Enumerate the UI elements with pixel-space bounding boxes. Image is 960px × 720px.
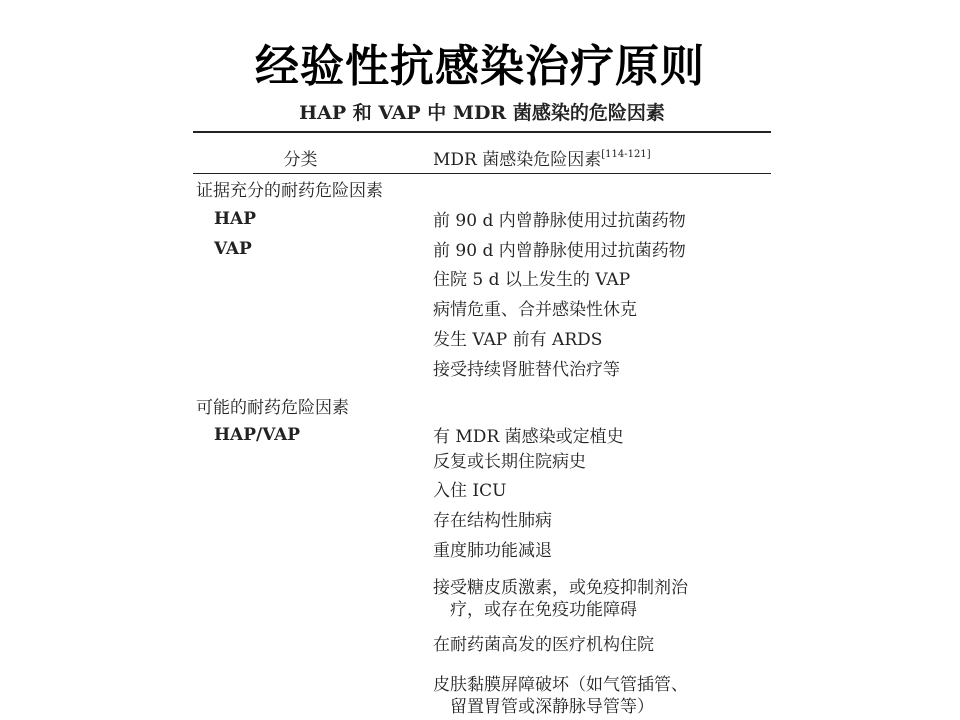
header-category: 分类 — [283, 150, 318, 170]
slide-title: 经验性抗感染治疗原则 — [255, 41, 705, 92]
risk-item: 存在结构性肺病 — [433, 511, 552, 531]
header-risk-factors-label: MDR 菌感染危险因素 — [433, 150, 602, 170]
table-top-rule — [193, 131, 771, 133]
risk-item: 入住 ICU — [433, 481, 507, 501]
table-header-rule — [193, 173, 771, 174]
row-label-hap: HAP — [214, 209, 257, 229]
table-caption: HAP 和 VAP 中 MDR 菌感染的危险因素 — [299, 102, 665, 124]
risk-item: 在耐药菌高发的医疗机构住院 — [433, 635, 654, 655]
header-reference: [114-121] — [601, 149, 651, 160]
risk-item: 接受持续肾脏替代治疗等 — [433, 360, 620, 380]
risk-item: 前 90 d 内曾静脉使用过抗菌药物 — [433, 241, 686, 261]
risk-item-line: 留置胃管或深静脉导管等） — [450, 697, 654, 717]
risk-item: 前 90 d 内曾静脉使用过抗菌药物 — [433, 211, 686, 231]
risk-item: 有 MDR 菌感染或定植史 — [433, 427, 624, 447]
risk-item-line: 接受糖皮质激素，或免疫抑制剂治 — [433, 578, 688, 598]
row-label-hap-vap: HAP/VAP — [214, 425, 301, 445]
risk-item: 反复或长期住院病史 — [433, 452, 586, 472]
row-label-vap: VAP — [214, 239, 252, 259]
risk-item: 住院 5 d 以上发生的 VAP — [433, 270, 631, 290]
risk-item-multiline — [433, 577, 763, 621]
risk-item-multiline — [433, 674, 763, 718]
risk-item: 病情危重、合并感染性休克 — [433, 300, 637, 320]
risk-item-line: 皮肤黏膜屏障破坏（如气管插管、 — [433, 675, 688, 695]
section-established-risk: 证据充分的耐药危险因素 — [196, 181, 383, 201]
risk-item: 重度肺功能减退 — [433, 541, 552, 561]
risk-item-line: 疗，或存在免疫功能障碍 — [450, 600, 637, 620]
risk-item: 发生 VAP 前有 ARDS — [433, 330, 603, 350]
section-possible-risk: 可能的耐药危险因素 — [196, 398, 349, 418]
header-risk-factors — [433, 145, 651, 170]
